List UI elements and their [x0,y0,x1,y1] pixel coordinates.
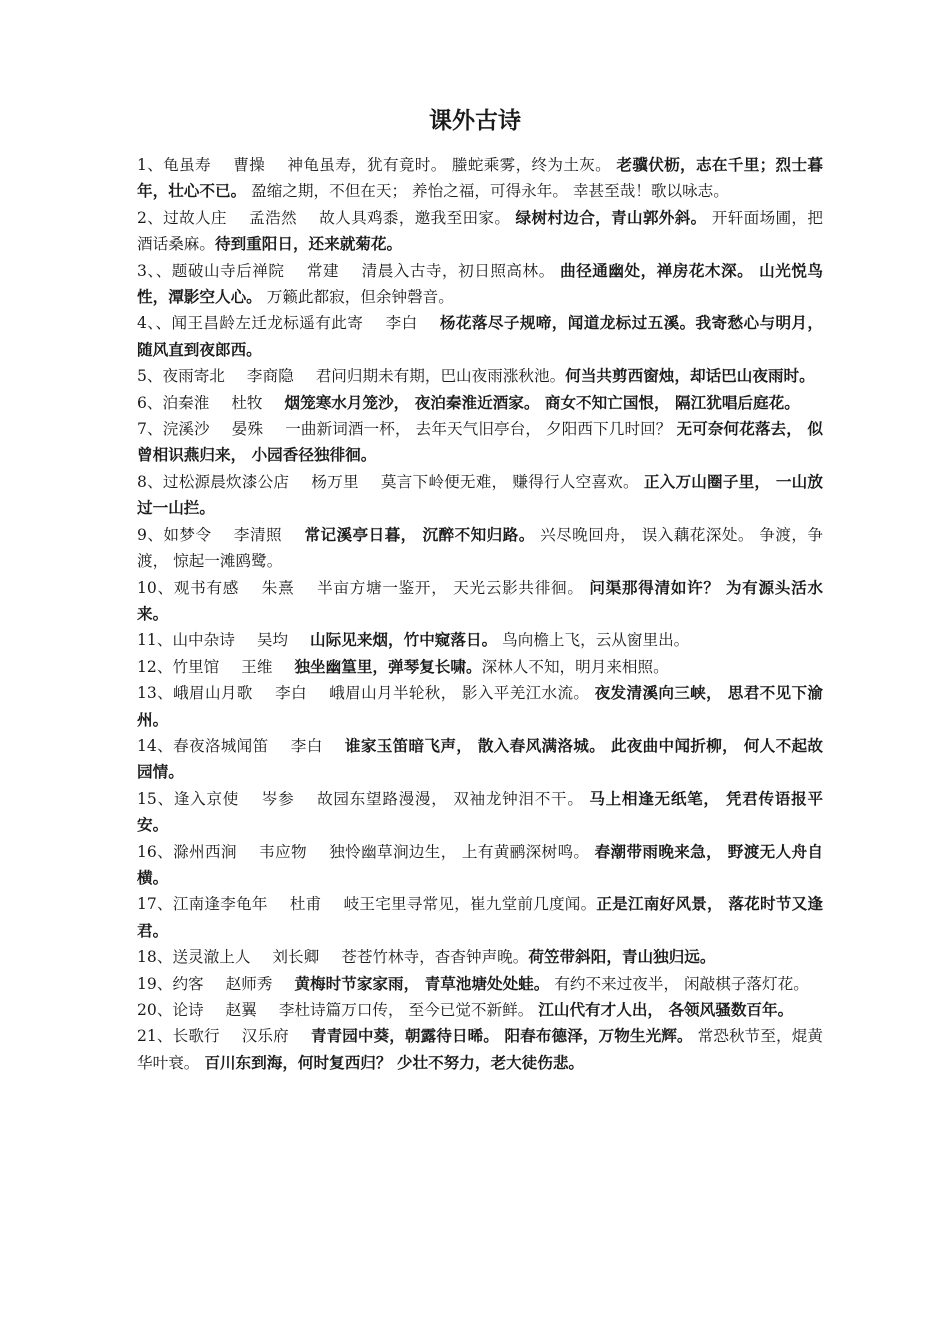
poem-number: 4、、 [137,314,172,333]
poem-author: 刘长卿 [272,948,320,967]
poem-number: 14、 [137,736,174,755]
poem-author: 杜甫 [289,895,322,914]
poem-author: 李商隐 [246,367,294,386]
poem-number: 19、 [137,974,173,993]
poem-entry [137,1023,823,1076]
poem-entry [137,971,823,997]
poem-entry [137,786,823,839]
poem-text-bold: 何当共剪西窗烛，却话巴山夜雨时。 [565,366,815,386]
poem-text-bold: 山际见来烟，竹中窥落日。 [310,630,498,650]
poem-author: 晏殊 [231,420,264,439]
poem-entry [137,627,823,653]
poem-number: 13、 [137,684,174,703]
poem-number: 1、 [137,156,164,174]
poem-text-bold: 曲径通幽处，禅房花木深。 山光悦鸟性，潭影空人心。 [137,260,823,307]
poem-text: 莫言下岭便无难， 赚得行人空喜欢。 [380,472,644,491]
poem-text-bold: 正是江南好风景， 落花时节又逢君。 [137,894,823,940]
poem-text-bold: 夜发清溪向三峡， 思君不见下渝州。 [137,683,823,729]
poem-number: 10、 [137,578,174,597]
poem-author: 赵师秀 [225,974,273,993]
poem-title: 龟虽寿 [163,156,211,174]
poem-title: 过故人庄 [163,208,227,227]
poem-text: 深林人不知，明月来相照。 [481,657,669,676]
poem-title: 约客 [172,974,204,993]
poem-number: 6、 [137,393,163,412]
poem-title: 如梦令 [163,525,212,544]
poem-number: 21、 [137,1027,173,1046]
poem-title: 江南逢李龟年 [172,895,268,914]
poem-text: 故人具鸡黍，邀我至田家。 [318,208,516,227]
poem-number: 18、 [137,948,173,967]
poem-author: 韦应物 [258,842,307,861]
poem-author: 李白 [385,314,418,333]
poem-author: 杜牧 [231,393,263,412]
poem-number: 12、 [137,657,173,676]
poem-text: 盈缩之期，不但在天； 养怡之福，可得永年。 幸甚至哉！歌以咏志。 [246,182,729,201]
poem-title: 夜雨寄北 [162,367,225,386]
poem-text: 岐王宅里寻常见，崔九堂前几度闻。 [343,895,597,914]
poem-text: 清晨入古寺，初日照高林。 [361,261,561,280]
poem-entry [137,416,823,469]
poem-entry [137,310,823,363]
poem-author: 李白 [274,684,307,703]
poem-title: 滁州西涧 [173,842,237,861]
poem-text-bold: 江山代有才人出， 各领风骚数百年。 [538,1000,794,1019]
poem-title: 山中杂诗 [172,631,235,650]
poem-text: 有约不来过夜半， 闲敲棋子落灯花。 [549,974,809,993]
poem-list [137,152,823,1076]
poem-title: 浣溪沙 [162,420,210,439]
poem-number: 16、 [137,842,174,861]
poem-entry [137,891,823,944]
poem-number: 20、 [137,1001,173,1019]
poem-entry [137,733,823,786]
poem-text: 君问归期未有期，巴山夜雨涨秋池。 [315,367,566,386]
poem-author: 赵翼 [225,1001,257,1019]
poem-text: 一曲新词酒一杯， 去年天气旧亭台， 夕阳西下几时回？ [285,420,677,439]
poem-text: 常恐秋节至，焜黄华叶衰。 [137,1027,823,1072]
poem-number: 2、 [137,208,164,227]
poem-entry [137,654,823,680]
poem-text: 神龟虽寿，犹有竟时。 螣蛇乘雾，终为土灰。 [287,156,617,174]
poem-author: 吴均 [256,631,289,650]
poem-number: 11、 [137,631,173,650]
poem-text-bold: 问渠那得清如许？ 为有源头活水来。 [137,577,823,623]
poem-text: 半亩方塘一鉴开， 天光云影共徘徊。 [316,578,590,597]
poem-entry [137,363,823,389]
poem-title: 题破山寺后禅院 [171,261,285,280]
poem-title: 过松源晨炊漆公店 [162,472,290,491]
poem-number: 9、 [137,525,164,544]
poem-entry [137,390,823,416]
poem-entry [137,522,823,575]
poem-author: 孟浩然 [248,208,297,227]
poem-entry [137,205,823,258]
poem-text: 苍苍竹林寺，杳杳钟声晚。 [341,948,529,967]
poem-text-bold: 无可奈何花落去， 似曾相识燕归来， 小园香径独徘徊。 [137,419,824,465]
poem-entry [137,680,823,733]
poem-title: 送灵澈上人 [172,948,251,967]
poem-number: 7、 [137,420,163,439]
poem-text: 峨眉山月半轮秋， 影入平羌江水流。 [328,684,595,703]
poem-entry [137,575,823,628]
poem-title: 观书有感 [173,578,240,597]
poem-text-bold: 黄梅时节家家雨， 青草池塘处处蛙。 [294,973,550,993]
poem-text: 鸟向檐上飞，云从窗里出。 [497,631,690,650]
poem-author: 朱熹 [261,578,295,597]
poem-author: 常建 [306,261,340,280]
poem-text-bold: 青青园中葵，朝露待日晞。 阳春布德泽，万物生光辉。 [310,1026,693,1046]
poem-text-bold: 杨花落尽子规啼，闻道龙标过五溪。我寄愁心与明月， 随风直到夜郎西。 [137,313,823,359]
poem-entry [137,258,823,311]
poem-entry [137,944,823,970]
poem-text: 故园东望路漫漫， 双袖龙钟泪不干。 [316,789,590,808]
poem-text-bold: 正入万山圈子里， 一山放过一山拦。 [137,471,823,518]
poem-number: 3、、 [137,261,172,280]
poem-title: 春夜洛城闻笛 [173,736,269,755]
poem-entry [137,839,823,892]
poem-text-bold: 马上相逢无纸笔， 凭君传语报平安。 [137,788,823,835]
poem-author: 李白 [290,736,323,755]
poem-text-bold: 百川东到海，何时复西归？ 少壮不努力，老大徒伤悲。 [204,1052,585,1072]
poem-title: 竹里馆 [172,657,220,676]
poem-author: 岑参 [261,789,295,808]
poem-title: 论诗 [172,1001,204,1019]
poem-text-bold: 荷笠带斜阳，青山独归远。 [528,947,716,967]
poem-entry [137,152,823,205]
poem-text: 万籁此都寂，但余钟磬音。 [261,288,454,307]
poem-text-bold: 独坐幽篁里，弹琴复长啸。 [294,656,482,676]
poem-number: 15、 [137,789,174,808]
poem-text: 李杜诗篇万口传， 至今已觉不新鲜。 [278,1001,539,1019]
poem-number: 17、 [137,895,173,914]
poem-number: 8、 [137,472,163,491]
poem-author: 曹操 [232,156,266,174]
poem-entry [137,997,823,1023]
poem-author: 汉乐府 [241,1027,289,1046]
poem-entry [137,469,823,522]
poem-author: 李清照 [233,525,283,544]
poem-text-bold: 烟笼寒水月笼沙， 夜泊秦淮近酒家。 商女不知亡国恨， 隔江犹唱后庭花。 [284,392,800,412]
poem-text-bold: 老骥伏枥，志在千里；烈士暮年，壮心不已。 [137,155,823,201]
poem-author: 杨万里 [311,472,359,491]
poem-text-bold: 谁家玉笛暗飞声， 散入春风满洛城。 此夜曲中闻折柳， 何人不起故园情。 [137,735,823,782]
poem-number: 5、 [137,367,163,386]
poem-title: 闻王昌龄左迁龙标遥有此寄 [171,314,364,333]
poem-text-bold: 春潮带雨晚来急， 野渡无人舟自横。 [137,841,823,887]
poem-text: 开轩面场圃，把酒话桑麻。 [137,208,823,254]
poem-text-bold: 常记溪亭日暮， 沉醉不知归路。 [304,524,535,544]
poem-title: 峨眉山月歌 [173,684,253,703]
poem-title: 逢入京使 [173,789,240,808]
poem-text: 兴尽晚回舟， 误入藕花深处。 争渡，争渡， 惊起一滩鸥鹭。 [137,525,823,571]
poem-title: 泊秦淮 [162,393,210,412]
poem-text: 独怜幽草涧边生， 上有黄鹂深树鸣。 [328,842,595,861]
page-title: 课外古诗 [429,107,521,134]
poem-text-bold: 待到重阳日，还来就菊花。 [214,234,403,254]
poem-title: 长歌行 [172,1027,220,1046]
poem-author: 王维 [241,657,273,676]
poem-text-bold: 绿树村边合，青山郭外斜。 [515,207,707,227]
